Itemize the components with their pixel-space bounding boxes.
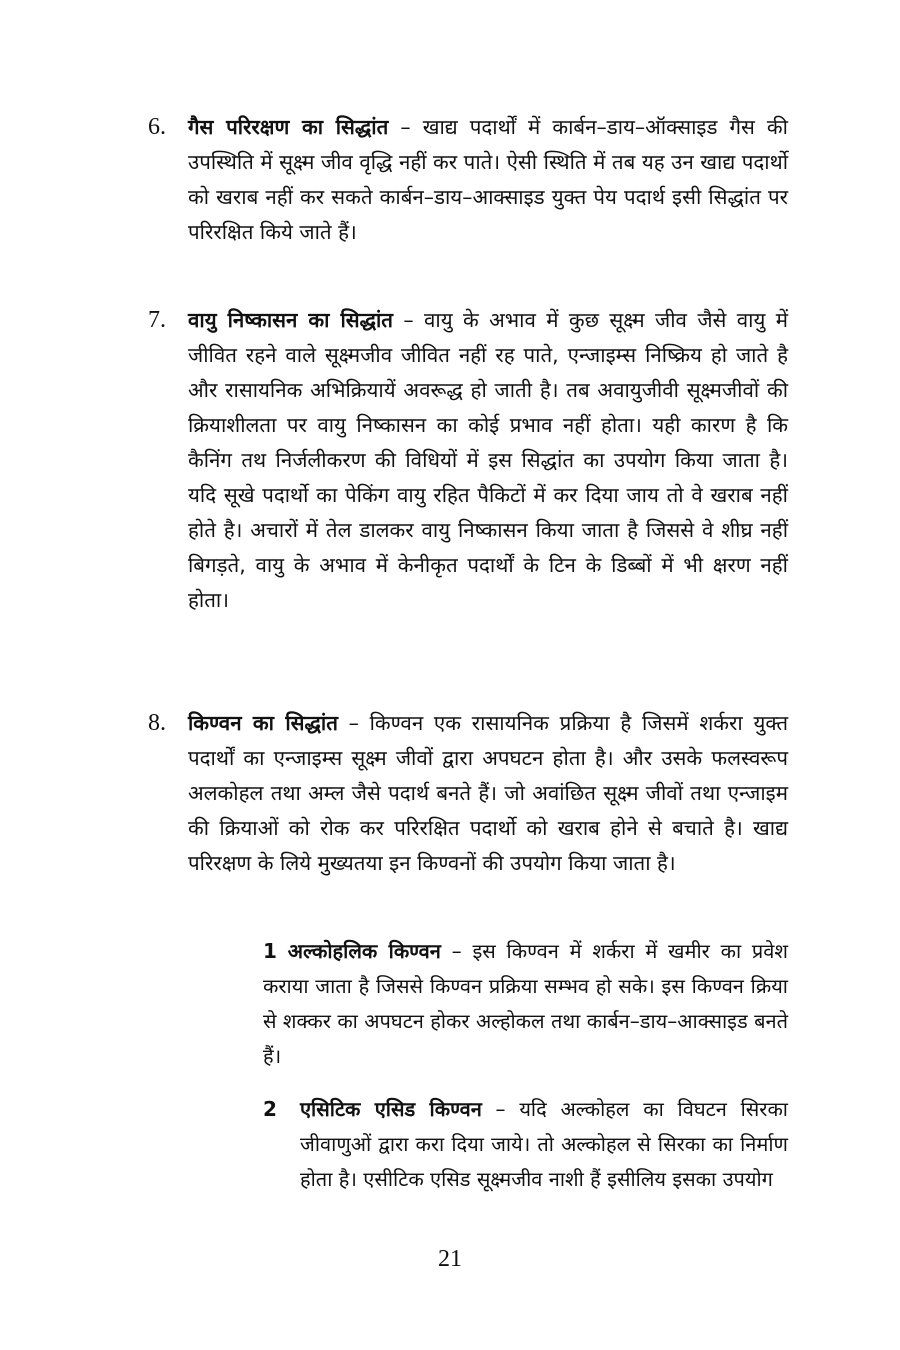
section-number: 6. — [148, 114, 166, 140]
heading-dash: – — [393, 308, 425, 332]
section-paragraph — [188, 706, 788, 881]
subsection-paragraph — [263, 934, 788, 1074]
section-7 — [148, 303, 788, 618]
section-heading: वायु निष्कासन का सिद्धांत — [188, 308, 393, 332]
subsection-paragraph — [300, 1092, 788, 1197]
subsection-1 — [263, 934, 788, 1074]
heading-dash: – — [388, 115, 423, 139]
page-number: 21 — [438, 1246, 462, 1272]
section-heading: किण्वन का सिद्धांत — [188, 711, 338, 735]
subsection-body: इस किण्वन में शर्करा में खमीर का प्रवेश कराया जाता है जिससे किण्वन प्रक्रिया सम्भव हो सके। इस किण्वन क्रिया से शक्कर का अपघटन होकर अल्होकल तथा कार्बन–डाय–आक्साइड बनते हैं। — [263, 939, 788, 1068]
section-paragraph — [188, 110, 788, 250]
section-body: खाद्य पदार्थों में कार्बन–डाय–ऑक्साइड गैस की उपस्थिति में सूक्ष्म जीव वृद्धि नहीं कर पाते। ऐसी स्थिति में तब यह उन खाद्य पदार्थो को खराब नहीं कर सकते कार्बन–डाय–आक्साइड युक्त पेय पदार्थ इसी सिद्धांत पर परिरक्षित किये जाते हैं। — [188, 115, 788, 244]
subsection-number: 2 — [263, 1097, 277, 1121]
heading-dash: – — [481, 1097, 520, 1121]
subsection-body: यदि अल्कोहल का विघटन सिरका जीवाणुओं द्वारा करा दिया जाये। तो अल्कोहल से सिरका का निर्माण होता है। एसीटिक एसिड सूक्ष्मजीव नाशी हैं इसीलिय इसका उपयोग — [300, 1097, 788, 1191]
section-number: 7. — [148, 307, 166, 333]
subsection-heading: अल्कोहलिक किण्वन — [287, 939, 441, 963]
heading-dash: – — [337, 711, 370, 735]
section-heading: गैस परिरक्षण का सिद्धांत — [188, 115, 389, 139]
subsection-2 — [263, 1092, 788, 1197]
section-body: वायु के अभाव में कुछ सूक्ष्म जीव जैसे वायु में जीवित रहने वाले सूक्ष्मजीव जीवित नहीं रह पाते, एन्जाइम्स निष्क्रिय हो जाते है और रासायनिक अभिक्रियायें अवरूद्ध हो जाती है। तब अवायुजीवी सूक्ष्मजीवों की क्रियाशीलता पर वायु निष्कासन का कोई प्रभाव नहीं होता। यही कारण है कि कैनिंग तथ निर्जलीकरण की विधियों में इस सिद्धांत का उपयोग किया जाता है। यदि सूखे पदार्थो का पेकिंग वायु रहित पैकिटों में कर दिया जाय तो वे खराब नहीं होते है। अचारों में तेल डालकर वायु निष्कासन किया जाता है जिससे वे शीघ्र नहीं बिगड़ते, वायु के अभाव में केनीकृत पदार्थों के टिन के डिब्बों में भी क्षरण नहीं होता। — [188, 308, 788, 612]
section-paragraph — [188, 303, 788, 618]
heading-dash: – — [440, 939, 473, 963]
section-number: 8. — [148, 710, 166, 736]
subsection-number: 1 — [263, 939, 277, 963]
section-8 — [148, 706, 788, 881]
subsection-heading: एसिटिक एसिड किण्वन — [300, 1097, 482, 1121]
section-6 — [148, 110, 788, 250]
section-body: किण्वन एक रासायनिक प्रक्रिया है जिसमें शर्करा युक्त पदार्थों का एन्जाइम्स सूक्ष्म जीवों द्वारा अपघटन होता है। और उसके फलस्वरूप अलकोहल तथा अम्ल जैसे पदार्थ बनते हैं। जो अवांछित सूक्ष्म जीवों तथा एन्जाइम की क्रियाओं को रोक कर परिरक्षित पदार्थो को खराब होने से बचाते है। खाद्य परिरक्षण के लिये मुख्यतया इन किण्वनों की उपयोग किया जाता है। — [188, 711, 789, 875]
